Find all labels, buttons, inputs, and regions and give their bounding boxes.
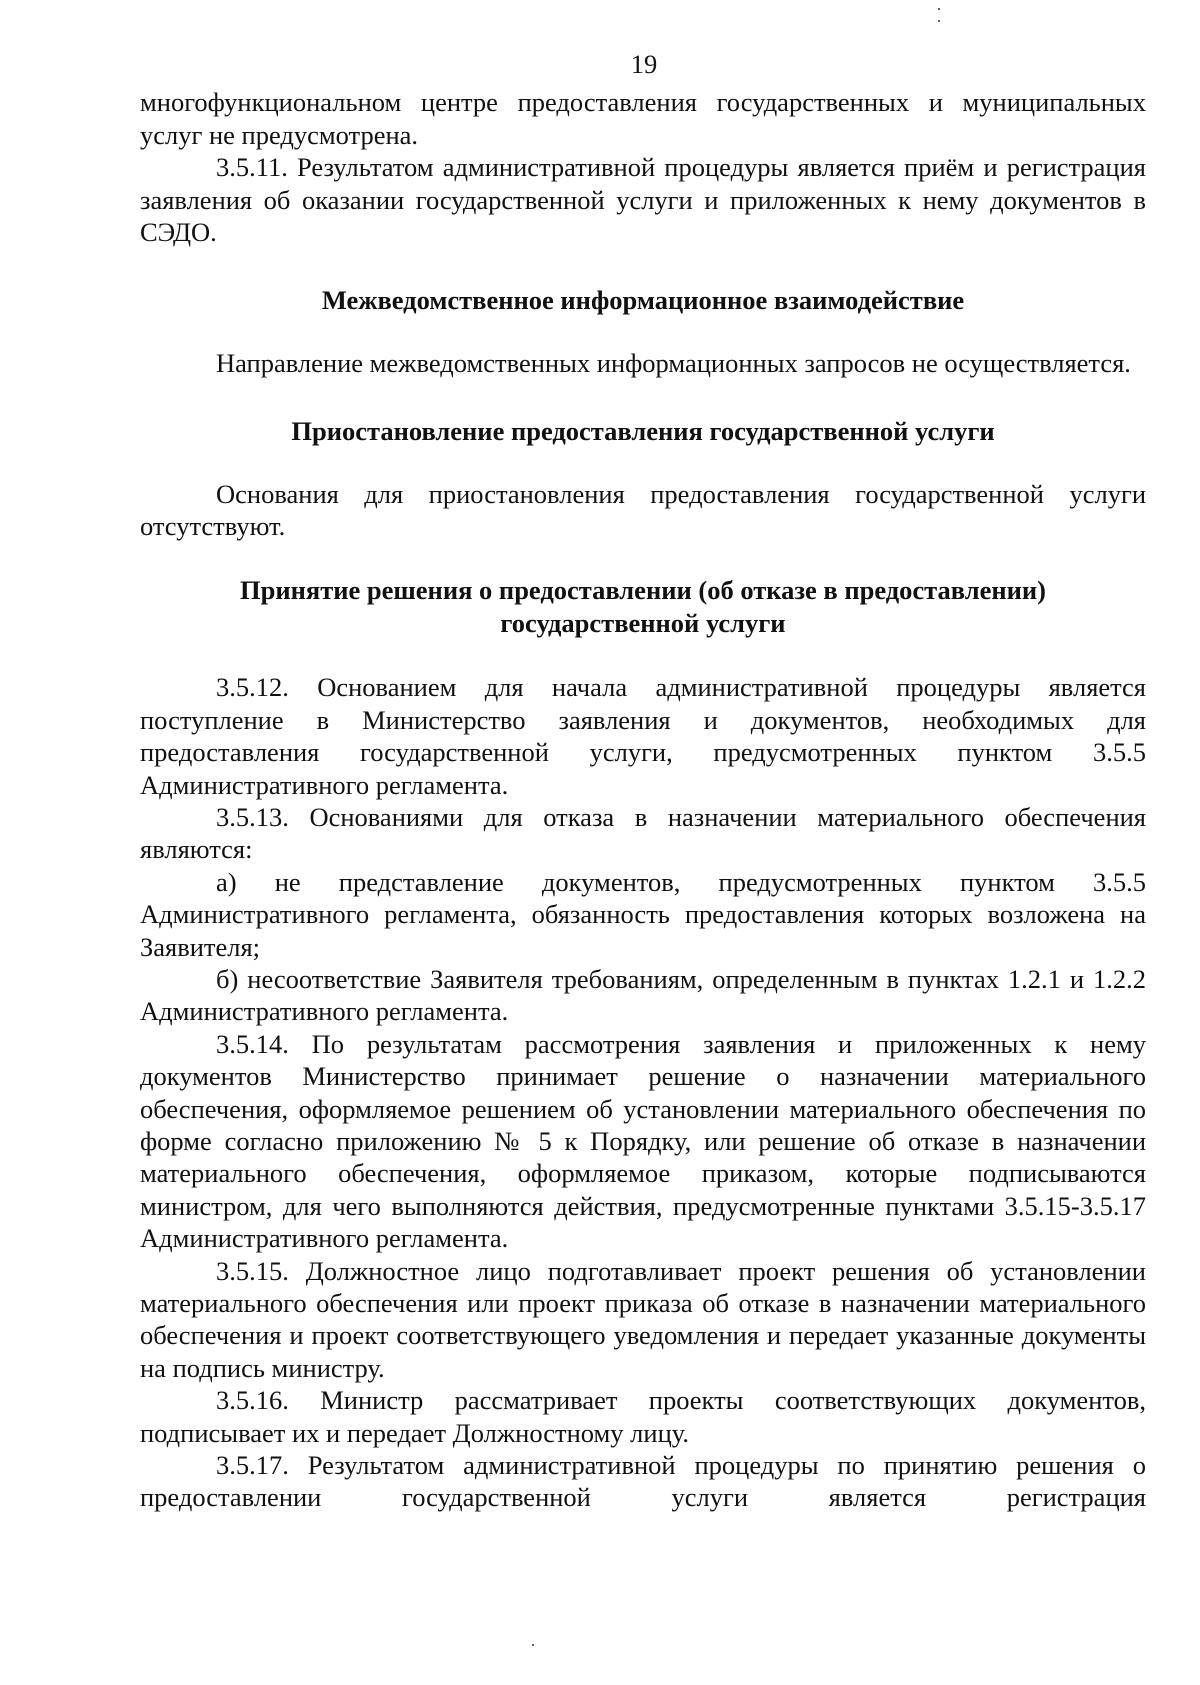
paragraph-3-5-12: 3.5.12. Основанием для начала административной процедуры является поступление в Министерство заявления и документов, необходимых для предоставления государственной услуги, предусмотренных пунктом 3.5.5 Административного регламента. <box>140 672 1146 800</box>
paragraph-3-5-17: 3.5.17. Результатом административной процедуры по принятию решения о предоставлении государственной услуги является регистрация <box>140 1450 1146 1513</box>
paragraph-3-5-14: 3.5.14. По результатам рассмотрения заявления и приложенных к нему документов Министерство принимает решение о назначении материального обеспечения, оформляемое решением об установлении материального обеспечения по форме согласно приложению № 5 к Порядку, или решение об отказе в назначении материального обеспечения, оформляемое приказом, которые подписываются министром, для чего выполняются действия, предусмотренные пунктами 3.5.15-3.5.17 Административного регламента. <box>140 1028 1146 1254</box>
paragraph-3-5-15: 3.5.15. Должностное лицо подготавливает проект решения об установлении материального обеспечения или проект приказа об отказе в назначении материального обеспечения и проект соответствующего уведомления и передает указанные документы на подпись министру. <box>140 1255 1146 1383</box>
paragraph-3-5-13: 3.5.13. Основаниями для отказа в назначении материального обеспечения являются: <box>140 801 1146 865</box>
paragraph-3-5-16: 3.5.16. Министр рассматривает проекты соответствующих документов, подписывает их и передает Должностному лицу. <box>140 1385 1146 1448</box>
heading-decision-line-1: Принятие решения о предоставлении (об отказе в предоставлении) <box>240 575 1046 606</box>
scan-speck <box>938 8 940 10</box>
paragraph-suspension-grounds: Основания для приостановления предоставления государственной услуги отсутствуют. <box>140 478 1146 542</box>
scan-speck <box>938 20 940 22</box>
paragraph-item-a: а) не представление документов, предусмотренных пунктом 3.5.5 Административного регламента, обязанность предоставления которых возложена на Заявителя; <box>140 866 1146 962</box>
document-page <box>140 48 1146 1514</box>
page-number: 19 <box>630 49 658 79</box>
scan-speck <box>532 1644 534 1646</box>
paragraph-continuation: многофункциональном центре предоставления государственных и муниципальных услуг не предусмотрена. <box>140 87 1146 150</box>
heading-decision <box>140 574 1146 639</box>
paragraph-interagency-requests: Направление межведомственных информационных запросов не осуществляется. <box>216 347 1131 378</box>
paragraph-3-5-11: 3.5.11. Результатом административной процедуры является приём и регистрация заявления об оказании государственной услуги и приложенных к нему документов в СЭДО. <box>140 152 1146 248</box>
heading-suspension: Приостановление предоставления государственной услуги <box>291 416 995 447</box>
paragraph-item-b: б) несоответствие Заявителя требованиям, определенным в пунктах 1.2.1 и 1.2.2 Административного регламента. <box>140 963 1146 1027</box>
heading-interagency-interaction: Межведомственное информационное взаимодействие <box>321 285 965 316</box>
heading-decision-line-2: государственной услуги <box>500 607 786 638</box>
